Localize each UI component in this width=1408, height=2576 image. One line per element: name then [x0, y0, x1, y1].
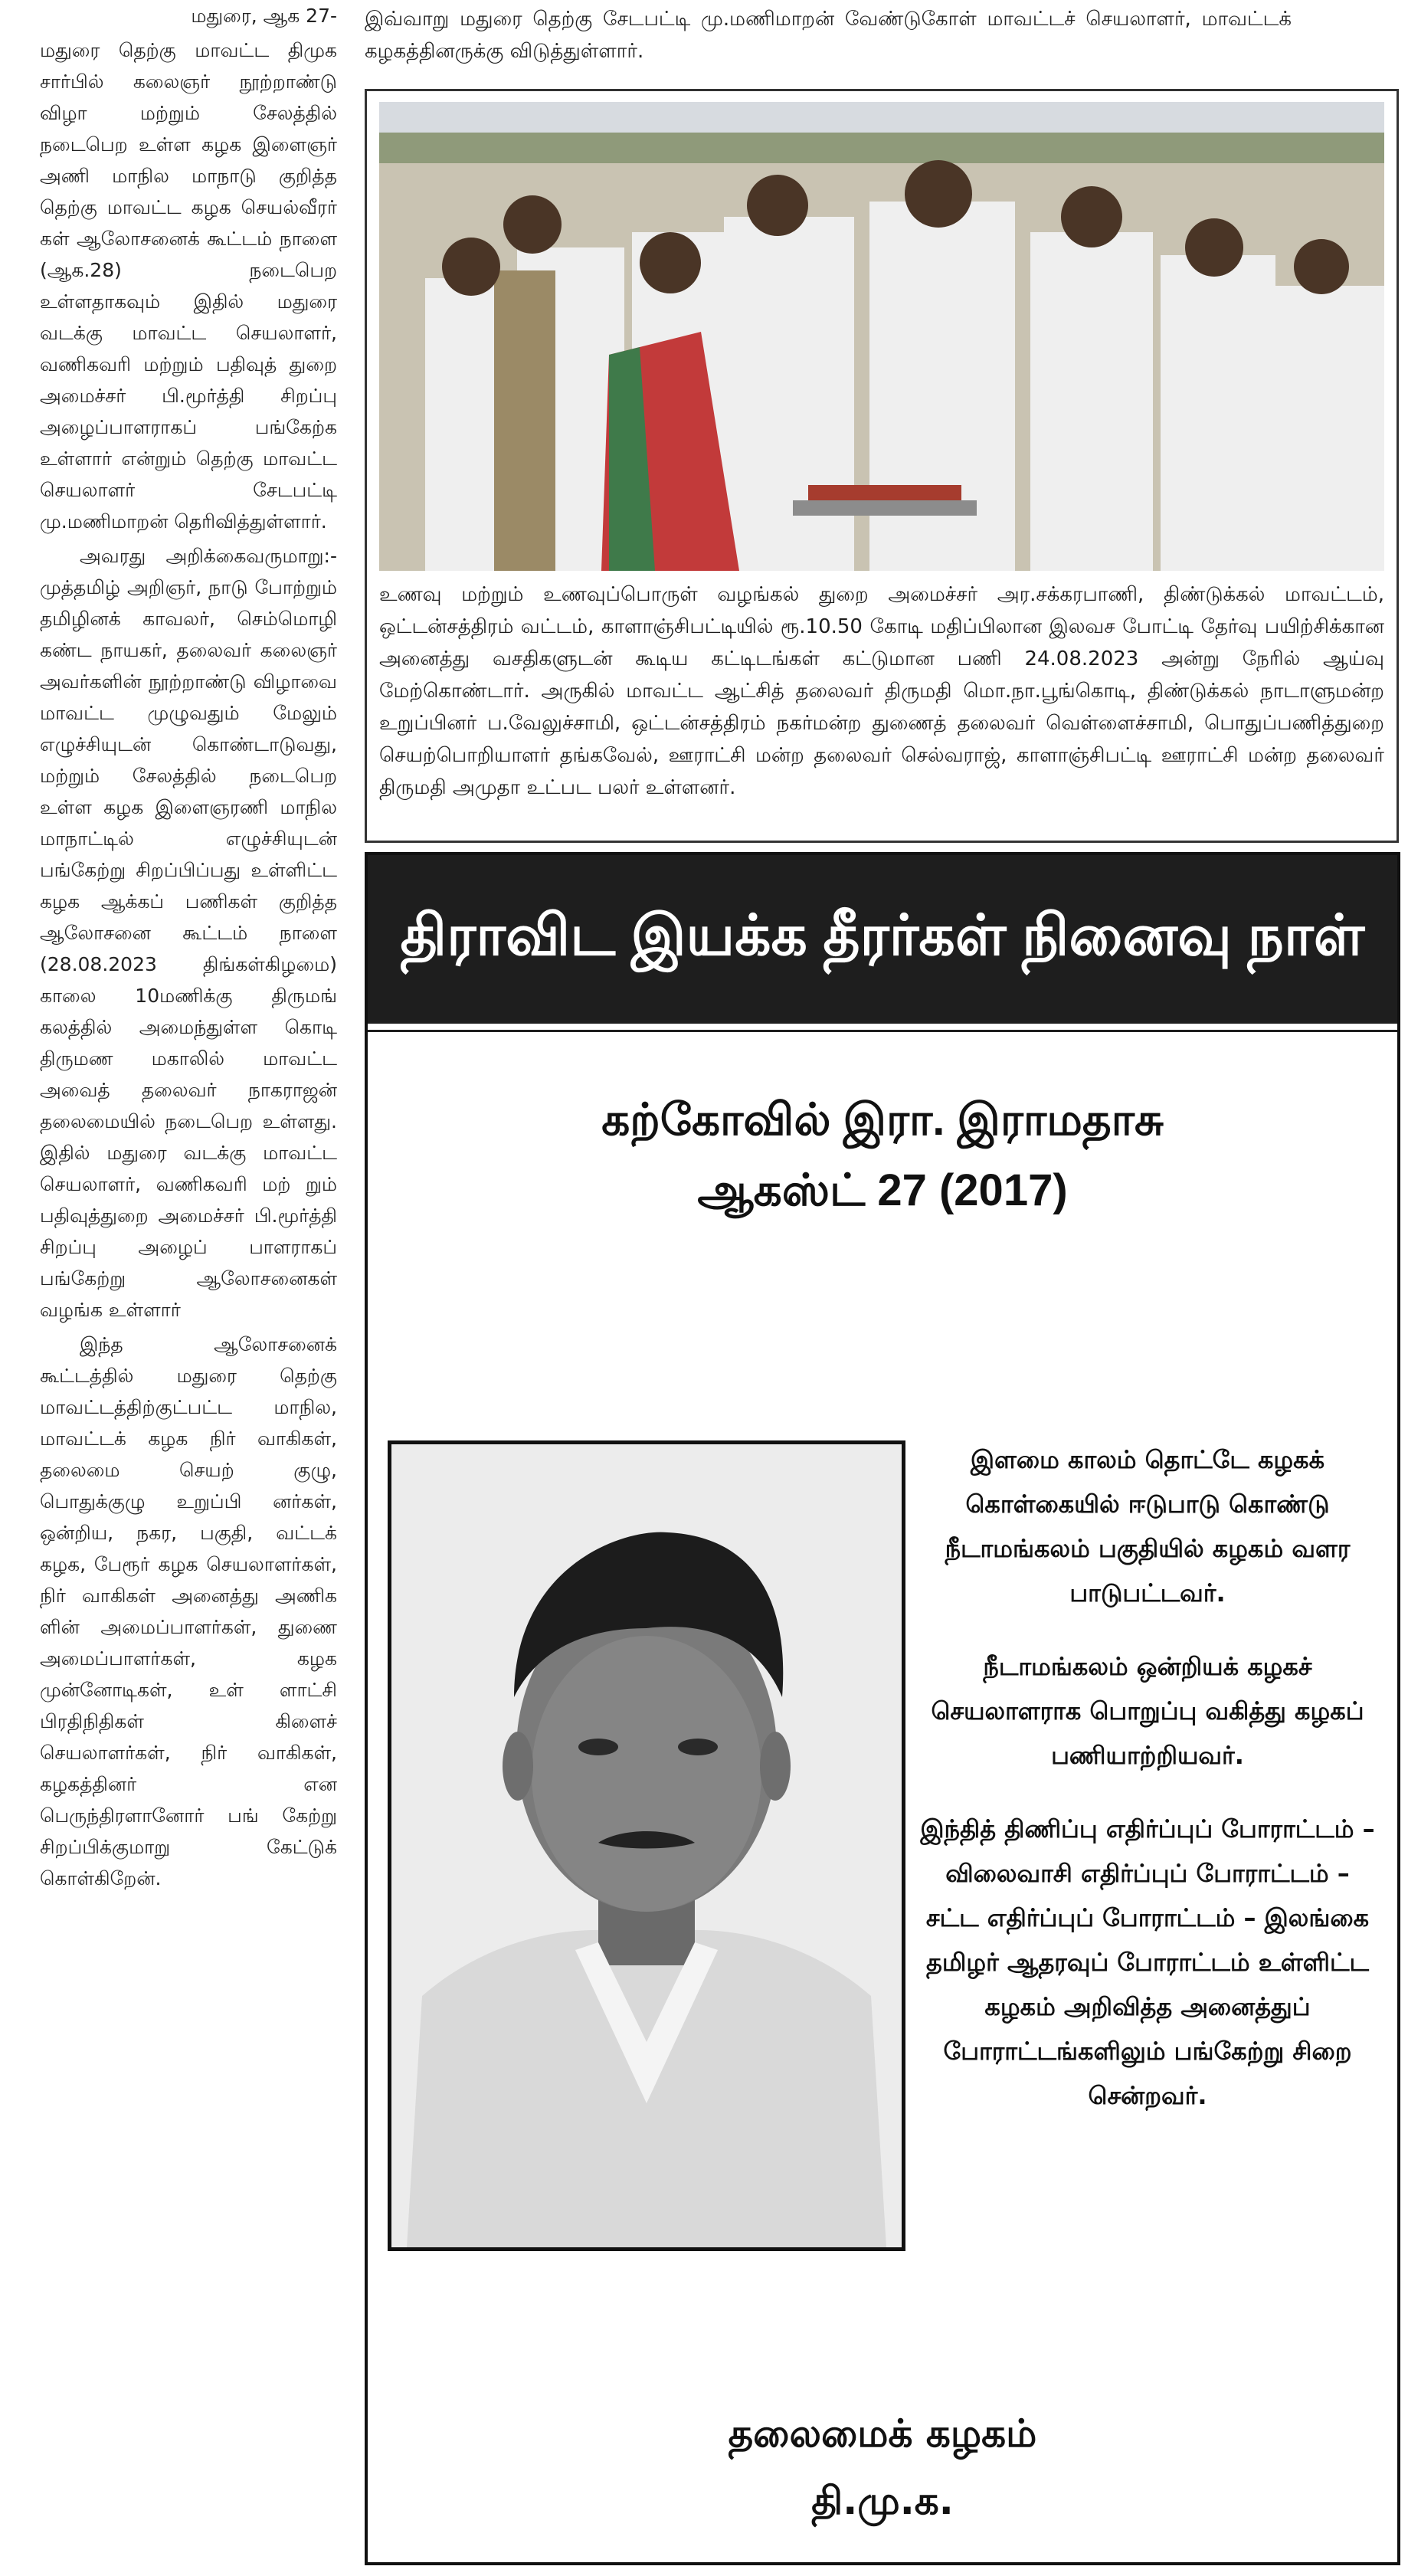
portrait-image	[391, 1444, 902, 2247]
news-photo-box	[365, 89, 1399, 843]
signature-line-1: தலைமைக் கழகம்	[728, 2411, 1037, 2456]
banner-title: திராவிட இயக்க தீரர்கள் நினைவு நாள்	[400, 903, 1365, 967]
memorial-banner	[368, 855, 1397, 1024]
news-photo-image	[379, 102, 1384, 571]
signature-block	[368, 2400, 1397, 2535]
bio-paragraph-3: இந்தித் திணிப்பு எதிர்ப்புப் போராட்டம் – விலைவாசி எதிர்ப்புப் போராட்டம் – சட்ட எதிர்ப்புப் போராட்டம் – இலங்கை தமிழர் ஆதரவுப் போராட்டம் உள்ளிட்ட கழகம் அறிவித்த அனைத்துப் போராட்டங்களிலும் பங்கேற்று சிறை சென்றவர்.	[920, 1814, 1375, 2110]
biography	[918, 1437, 1377, 2147]
article-paragraph-2: அவரது அறிக்கைவருமாறு:- முத்தமிழ் அறிஞர், நாடு போற்றும் தமிழினக் காவலர், செம்மொழி கண்ட நாயகர், தலைவர் கலைஞர் அவர்களின் நூற்றாண்டு விழாவை மாவட்ட முழுவதும் மேலும் எழுச்சியுடன் கொண்டாடுவது, மற்றும் சேலத்தில் நடைபெற உள்ள கழக இளைஞரணி மாநில மாநாட்டில் எழுச்சியுடன் பங்கேற்று சிறப்பிப்பது உள்ளிட்ட கழக ஆக்கப் பணிகள் குறித்த ஆலோசனை கூட்டம் நாளை (28.08.2023 திங்கள்கிழமை) காலை 10மணிக்கு திருமங் கலத்தில் அமைந்துள்ள கொடி திருமண மகாலில் மாவட்ட அவைத் தலைவர் நாகராஜன் தலைமையில் நடைபெற உள்ளது. இதில் மதுரை வடக்கு மாவட்ட செயலாளர், வணிகவரி மற் றும் பதிவுத்துறை அமைச்சர் பி.மூர்த்தி சிறப்பு அழைப் பாளராகப் பங்கேற்று ஆலோசனைகள் வழங்க உள்ளார்	[40, 545, 337, 1321]
article-continuation: இவ்வாறு மதுரை தெற்கு சேடபட்டி மு.மணிமாறன் வேண்டுகோள் மாவட்டச் செயலாளர், மாவட்டக் கழகத்தினருக்கு விடுத்துள்ளார்.	[365, 8, 1292, 63]
photo-caption: உணவு மற்றும் உணவுப்பொருள் வழங்கல் துறை அமைச்சர் அர.சக்கரபாணி, திண்டுக்கல் மாவட்டம், ஒட்டன்சத்திரம் வட்டம், காளாஞ்சிபட்டியில் ரூ.10.50 கோடி மதிப்பிலான இலவச போட்டி தேர்வு பயிற்சிக்கான அனைத்து வசதிகளுடன் கூடிய கட்டிடங்கள் கட்டுமான பணி 24.08.2023 அன்று நேரில் ஆய்வு மேற்கொண்டார். அருகில் மாவட்ட ஆட்சித் தலைவர் திருமதி மொ.நா.பூங்கொடி, திண்டுக்கல் நாடாளுமன்ற உறுப்பினர் ப.வேலுச்சாமி, ஒட்டன்சத்திரம் நகர்மன்ற துணைத் தலைவர் வெள்ளைச்சாமி, பொதுப்பணித்துறை செயற்பொறியாளர் தங்கவேல், ஊராட்சி மன்ற தலைவர் செல்வராஜ், காளாஞ்சிபட்டி ஊராட்சி மன்ற தலைவர் திருமதி அமுதா உட்பட பலர் உள்ளனர்.	[379, 583, 1384, 799]
bio-paragraph-1: இளமை காலம் தொட்டே கழகக் கொள்கையில் ஈடுபாடு கொண்டு நீடாமங்கலம் பகுதியில் கழகம் வளர பாடுபட்டவர்.	[945, 1445, 1351, 1608]
left-news-column	[40, 0, 337, 2576]
person-name: கற்கோவில் இரா. இராமதாசு	[601, 1095, 1164, 1145]
portrait-photo	[388, 1440, 905, 2251]
news-photo	[379, 102, 1384, 571]
bio-paragraph-2: நீடாமங்கலம் ஒன்றியக் கழகச் செயலாளராக பொறுப்பு வகித்து கழகப் பணியாற்றியவர்.	[931, 1652, 1364, 1770]
signature-line-2: தி.மு.க.	[811, 2479, 954, 2523]
memorial-notice	[365, 852, 1400, 2565]
article-paragraph-3: இந்த ஆலோசனைக் கூட்டத்தில் மதுரை தெற்கு மாவட்டத்திற்குட்பட்ட மாநில, மாவட்டக் கழக நிர் வாகிகள், தலைமை செயற் குழு, பொதுக்குழு உறுப்பி னர்கள், ஒன்றிய, நகர, பகுதி, வட்டக் கழக, பேரூர் கழக செயலாளர்கள், நிர் வாகிகள் அனைத்து அணிக ளின் அமைப்பாளர்கள், துணை அமைப்பாளர்கள், கழக முன்னோடிகள், உள் ளாட்சி பிரதிநிதிகள் கிளைச் செயலாளர்கள், நிர் வாகிகள், கழகத்தினர் என பெருந்திரளானோர் பங் கேற்று சிறப்பிக்குமாறு கேட்டுக் கொள்கிறேன்.	[40, 1333, 337, 1889]
article-paragraph-1: மதுரை தெற்கு மாவட்ட திமுக சார்பில் கலைஞர் நூற்றாண்டு விழா மற்றும் சேலத்தில் நடைபெற உள்ள கழக இளைஞர் அணி மாநில மாநாடு குறித்த தெற்கு மாவட்ட கழக செயல்வீரர் கள் ஆலோசனைக் கூட்டம் நாளை (ஆக.28) நடைபெற உள்ளதாகவும் இதில் மதுரை வடக்கு மாவட்ட செயலாளர், வணிகவரி மற்றும் பதிவுத் துறை அமைச்சர் பி.மூர்த்தி சிறப்பு அழைப்பாளராகப் பங்கேற்க உள்ளார் என்றும் தெற்கு மாவட்ட செயலாளர் சேடபட்டி மு.மணிமாறன் தெரிவித்துள்ளார்.	[40, 39, 337, 533]
dateline: மதுரை, ஆக 27-	[191, 5, 337, 27]
banner-divider	[368, 1024, 1397, 1032]
memorial-date: ஆகஸ்ட் 27 (2017)	[697, 1165, 1068, 1215]
